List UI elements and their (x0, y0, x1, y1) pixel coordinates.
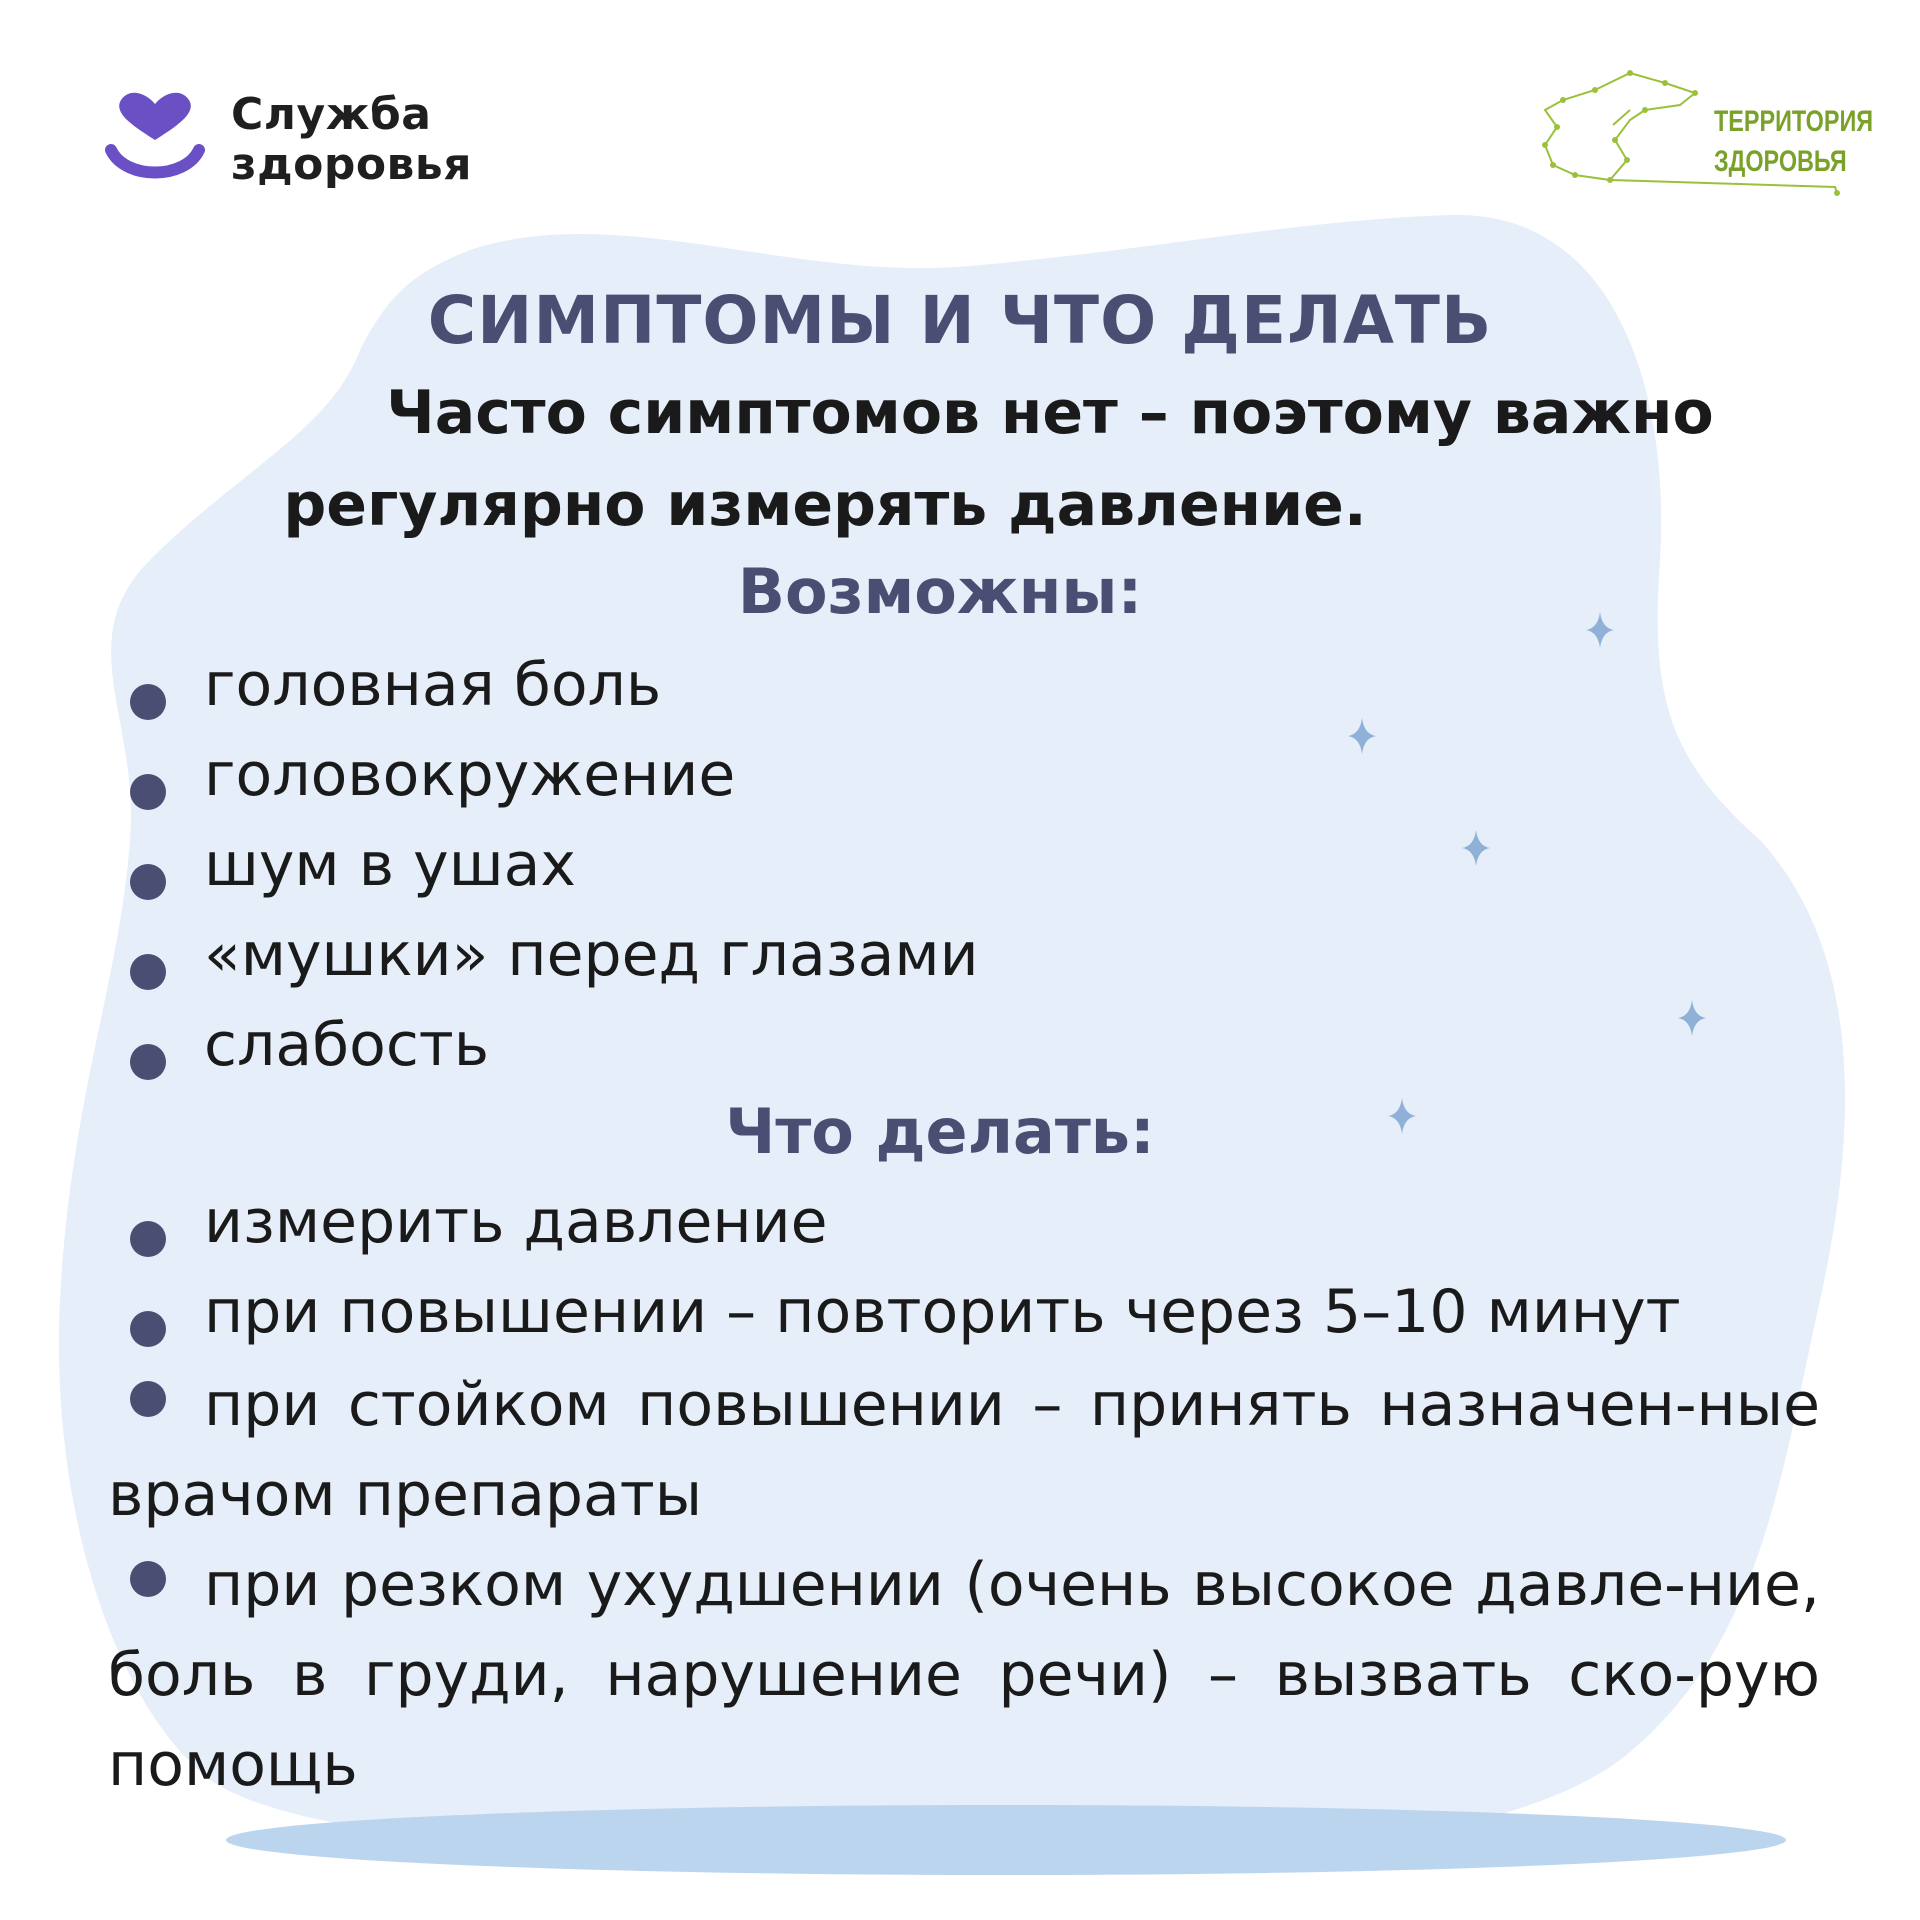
brand-right-line2: ЗДОРОВЬЯ (1714, 145, 1847, 178)
bullet-icon (130, 1044, 166, 1080)
bullet-icon (130, 1381, 166, 1417)
brand-right-line1: ТЕРРИТОРИЯ (1714, 105, 1874, 138)
brand-left-line2: здоровья (231, 139, 472, 190)
bullet-icon (130, 864, 166, 900)
intro-line-2: регулярно измерять давление. (283, 470, 1367, 540)
bullet-icon (130, 774, 166, 810)
intro-line-1: Часто симптомов нет – поэтому важно (386, 378, 1714, 448)
action-paragraph-2-text: при резком ухудшении (очень высокое давле-ние, боль в груди, нарушение речи) – вызвать ско-рую помощь (108, 1550, 1820, 1800)
bottom-shadow (226, 1805, 1786, 1875)
action-paragraph-1 (108, 1360, 1820, 1540)
heart-smile-icon (105, 88, 205, 188)
page-title: СИМПТОМЫ И ЧТО ДЕЛАТЬ (427, 282, 1493, 359)
action-paragraph-1-text: при стойком повышении – принять назначен-ные врачом препараты (108, 1370, 1820, 1530)
brand-logo-left (105, 88, 515, 198)
bullet-icon (130, 954, 166, 990)
brand-logo-right (1535, 65, 1874, 200)
actions-heading: Что делать: (725, 1095, 1155, 1168)
bullet-icon (130, 1311, 166, 1347)
action-paragraph-2 (108, 1540, 1820, 1810)
bullet-icon (130, 1221, 166, 1257)
symptoms-heading: Возможны: (737, 555, 1143, 628)
bullet-icon (130, 684, 166, 720)
bullet-icon (130, 1561, 166, 1597)
brand-left-line1: Служба (231, 89, 432, 140)
